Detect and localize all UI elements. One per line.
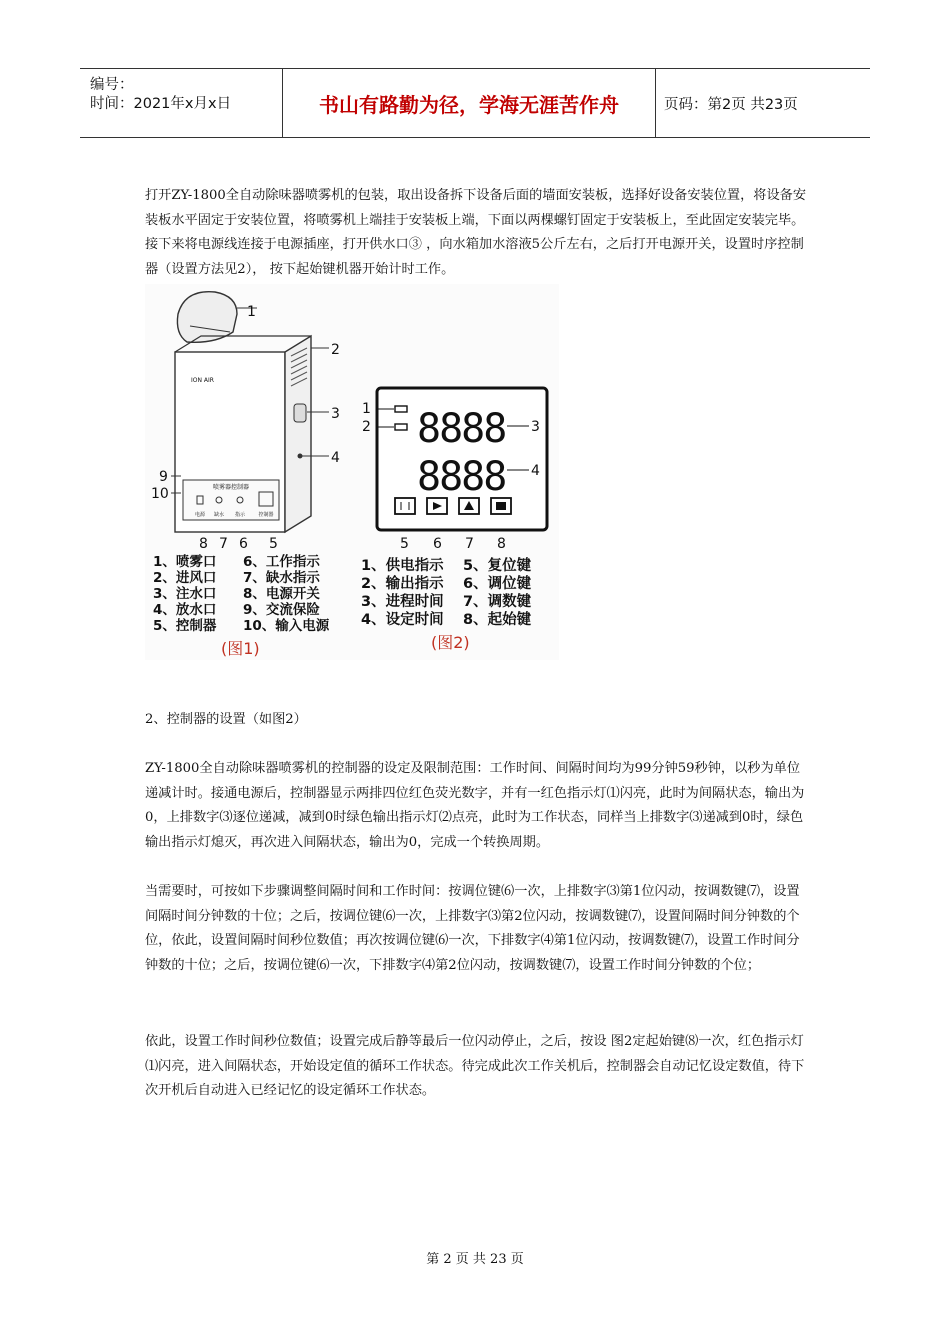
fig1-legend-1: 1、喷雾口: [153, 554, 217, 570]
fig1-callout-3: 3: [331, 406, 340, 422]
fig1-callout-1: 1: [247, 304, 256, 320]
fig2-legend-7: 7、调数键: [463, 594, 532, 610]
fig2-callout-8: 8: [497, 536, 506, 552]
document-number-label: 编号：: [90, 77, 134, 93]
adjustment-steps-paragraph: 当需要时，可按如下步骤调整间隔时间和工作时间：按调位键⑹一次，上排数字⑶第1位闪动，按调数键⑺，设置间隔时间分钟数的十位；之后，按调位键⑹一次，上排数字⑶第2位闪动，按调数键⑺，设置间隔时间分钟数的个位，依此，设置间隔时间秒位数值；再次按调位键⑹一次，下排数字⑷第1位闪动，按调数键⑺，设置工作时间分钟数的十位；之后，按调位键⑹一次，下排数字⑷第2位闪动，按调数键⑺，设置工作时间分钟数的个位；: [145, 884, 800, 973]
header-motto: 书山有路勤为径，学海无涯苦作舟: [282, 69, 656, 137]
fig1-legend-6: 6、工作指示: [243, 554, 320, 570]
fig2-callout-1: 1: [362, 401, 371, 417]
device-brand: ION AIR: [191, 377, 214, 384]
fig2-legend-8: 8、起始键: [463, 612, 532, 628]
panel-label-power: 电源: [194, 512, 206, 518]
fig2-callout-6: 6: [433, 536, 442, 552]
fig2-callout-2: 2: [362, 419, 371, 435]
fig1-callout-4: 4: [331, 450, 340, 466]
panel-title: 喷雾器控制器: [212, 484, 250, 491]
controller-description-paragraph: ZY-1800全自动除味器喷雾机的控制器的设定及限制范围：工作时间、间隔时间均为99分钟59秒钟，以秒为单位递减计时。接通电源后，控制器显示两排四位红色荧光数字，并有一红色指示灯⑴闪亮，此时为间隔状态，输出为0，上排数字⑶逐位递减，减到0时绿色输出指示灯⑵点亮，此时为工作状态，同样当上排数字⑶递减到0时，绿色输出指示灯熄灭，再次进入间隔状态，输出为0，完成一个转换周期。: [145, 761, 805, 850]
fig1-legend-9: 9、交流保险: [243, 602, 320, 618]
fig2-caption: (图2): [431, 633, 470, 652]
display-bottom-digits: 8888: [417, 454, 506, 500]
finish-paragraph: 依此，设置工作时间秒位数值；设置完成后静等最后一位闪动停止，之后，按设 图2定起始键⑻一次，红色指示灯⑴闪亮，进入间隔状态，开始设定值的循环工作状态。待完成此次工作关机后，控制器会自动记忆设定数值，待下次开机后自动进入已经记忆的设定循环工作状态。: [145, 1034, 805, 1099]
section-title: 2、控制器的设置（如图2）: [145, 712, 307, 727]
fig1-callout-6: 6: [239, 536, 248, 552]
panel-label-indicator: 指示: [234, 512, 246, 518]
fig1-legend-2: 2、进风口: [153, 570, 217, 586]
fig2-callout-7: 7: [465, 536, 474, 552]
fig1-callout-7: 7: [219, 536, 228, 552]
fig1-caption: (图1): [221, 639, 260, 658]
panel-label-water: 缺水: [213, 512, 225, 518]
fig2-legend-6: 6、调位键: [463, 576, 532, 592]
header-left-cell: [80, 69, 282, 137]
header-page-label: 页码：第2页 共23页: [664, 96, 798, 113]
fig1-callout-9: 9: [159, 469, 168, 485]
device-figure: [145, 284, 559, 660]
document-time-label: 时间：2021年x月x日: [90, 96, 232, 112]
fig2-legend-4: 4、设定时间: [361, 612, 444, 628]
fig2-callout-4: 4: [531, 463, 540, 479]
device-diagram: [145, 284, 559, 660]
fig1-legend-4: 4、放水口: [153, 602, 217, 618]
fig1-callout-5: 5: [269, 536, 278, 552]
page-header: [80, 68, 870, 138]
display-top-digits: 8888: [417, 406, 506, 452]
fig2-legend-3: 3、进程时间: [361, 594, 444, 610]
intro-paragraph: 打开ZY-1800全自动除味器喷雾机的包装，取出设备拆下设备后面的墙面安装板，选择好设备安装位置，将设备安装板水平固定于安装位置，将喷雾机上端挂于安装板上端，下面以两棵螺钉固定于安装板上，至此固定安装完毕。接下来将电源线连接于电源插座，打开供水口③ ，向水箱加水溶液5公斤左右，之后打开电源开关，设置时序控制器（设置方法见2）， 按下起始键机器开始计时工作。: [145, 188, 807, 277]
fig1-legend-8: 8、电源开关: [243, 586, 320, 602]
figure2-controller: [377, 388, 547, 530]
page-footer: 第 2 页 共 23 页: [426, 1252, 524, 1267]
fig2-legend-5: 5、复位键: [463, 558, 532, 574]
figure1-device: [171, 292, 329, 532]
fig2-callout-3: 3: [531, 419, 540, 435]
panel-label-controller: 控制器: [258, 512, 274, 518]
fig2-legend-2: 2、输出指示: [361, 576, 444, 592]
fig1-legend-3: 3、注水口: [153, 586, 217, 602]
fig1-callout-8: 8: [199, 536, 208, 552]
fig1-legend-7: 7、缺水指示: [243, 570, 320, 586]
fig1-legend-10: 10、输入电源: [243, 618, 330, 634]
fig1-legend-5: 5、控制器: [153, 618, 217, 634]
fig2-callout-5: 5: [400, 536, 409, 552]
fig1-callout-2: 2: [331, 342, 340, 358]
fig2-legend-1: 1、供电指示: [361, 558, 444, 574]
fig1-callout-10: 10: [151, 486, 169, 502]
